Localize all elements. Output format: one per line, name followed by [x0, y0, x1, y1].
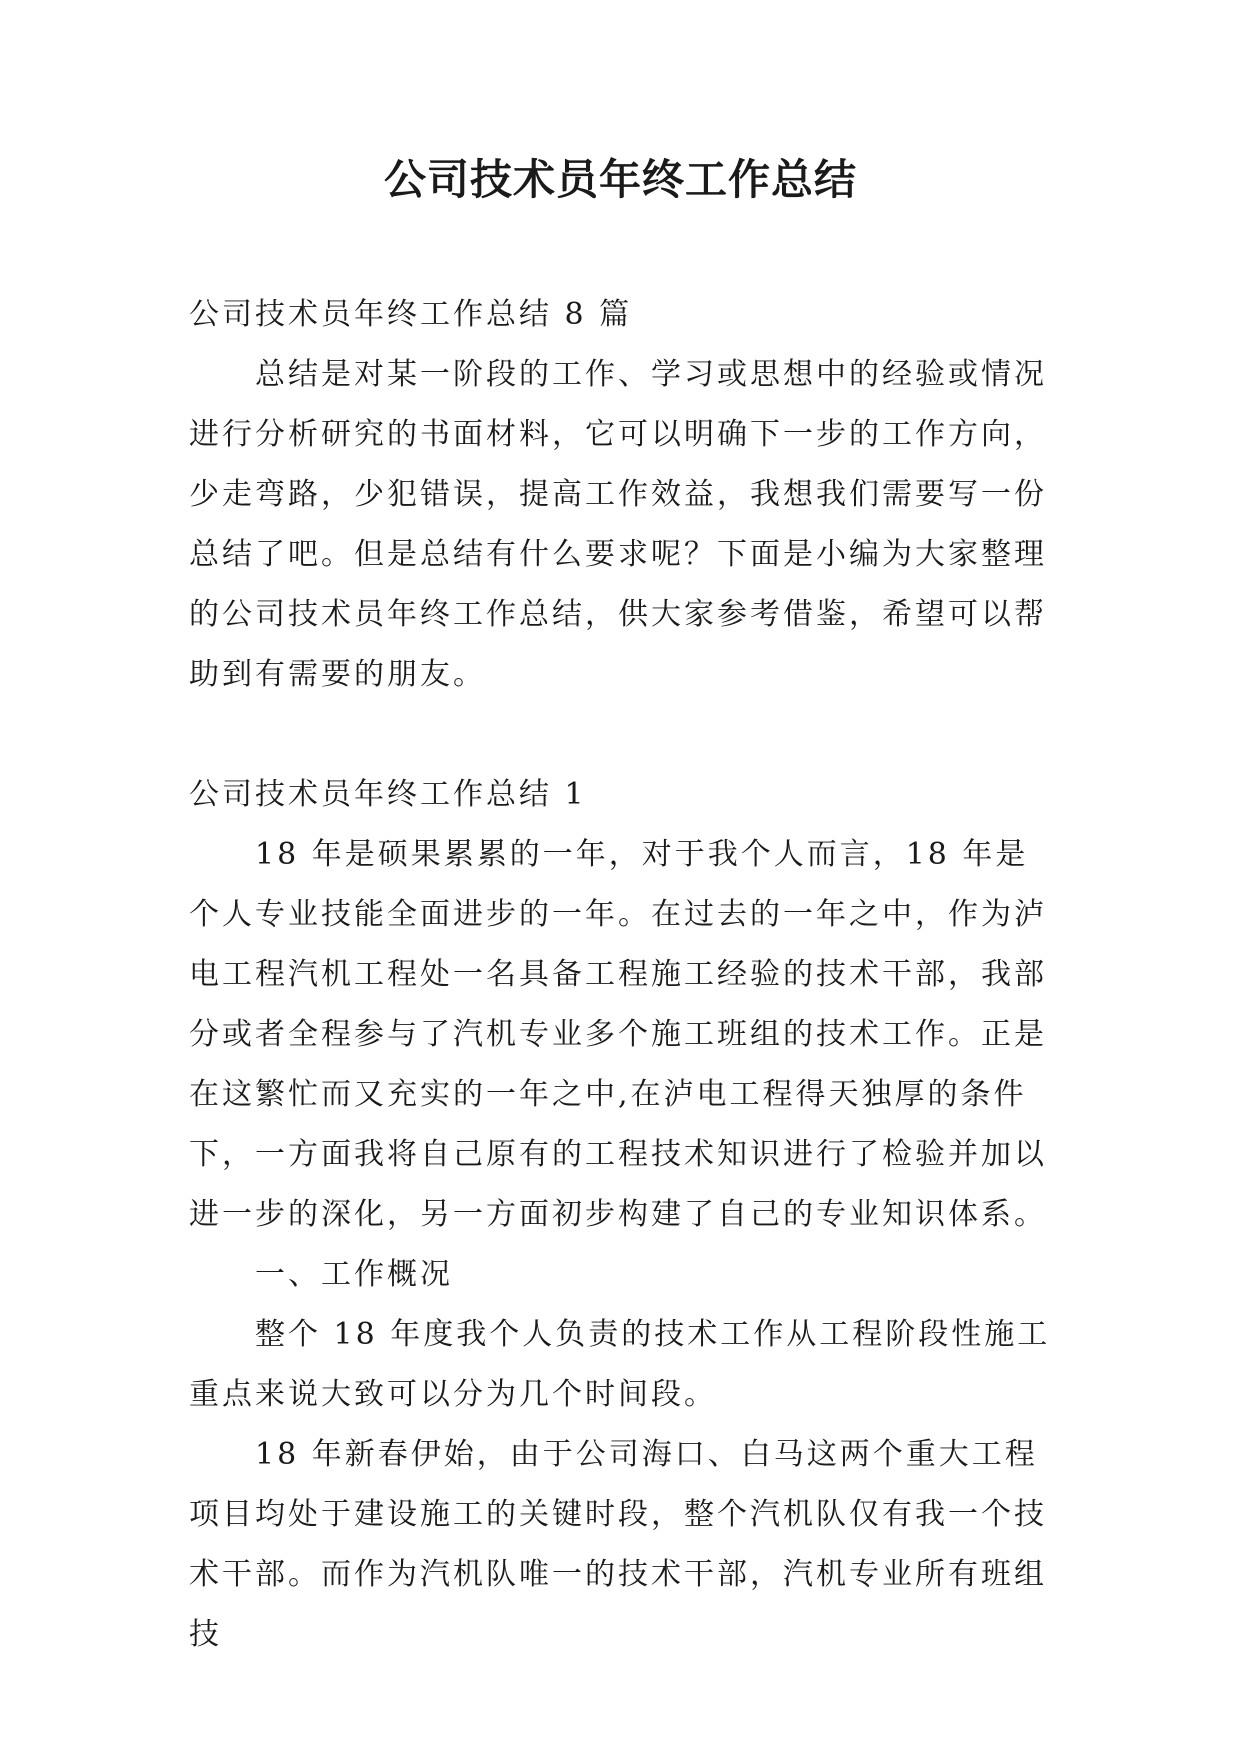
paragraph-spacer	[189, 705, 1059, 765]
body-paragraph: 整个 18 年度我个人负责的技术工作从工程阶段性施工重点来说大致可以分为几个时间段。	[189, 1317, 1051, 1412]
intro-paragraph: 总结是对某一阶段的工作、学习或思想中的经验或情况进行分析研究的书面材料，它可以明确下一步的工作方向，少走弯路，少犯错误，提高工作效益，我想我们需要写一份总结了吧。但是总结有什么要求呢？下面是小编为大家整理的公司技术员年终工作总结，供大家参考借鉴，希望可以帮助到有需要的朋友。	[189, 357, 1047, 692]
section-heading: 公司技术员年终工作总结 1	[189, 777, 587, 812]
body-paragraph: 18 年新春伊始，由于公司海口、白马这两个重大工程项目均处于建设施工的关键时段，整个汽机队仅有我一个技术干部。而作为汽机队唯一的技术干部，汽机专业所有班组技	[189, 1437, 1047, 1652]
body-paragraph: 18 年是硕果累累的一年，对于我个人而言，18 年是个人专业技能全面进步的一年。在过去的一年之中，作为泸电工程汽机工程处一名具备工程施工经验的技术干部，我部分或者全程参与了汽机专业多个施工班组的技术工作。正是在这繁忙而又充实的一年之中,在泸电工程得天独厚的条件下，一方面我将自己原有的工程技术知识进行了检验并加以进一步的深化，另一方面初步构建了自己的专业知识体系。	[189, 837, 1047, 1232]
document-subtitle: 公司技术员年终工作总结 8 篇	[189, 297, 633, 332]
document-body	[189, 285, 1059, 1665]
document-title: 公司技术员年终工作总结	[383, 155, 857, 204]
section-subheading: 一、工作概况	[255, 1257, 453, 1292]
